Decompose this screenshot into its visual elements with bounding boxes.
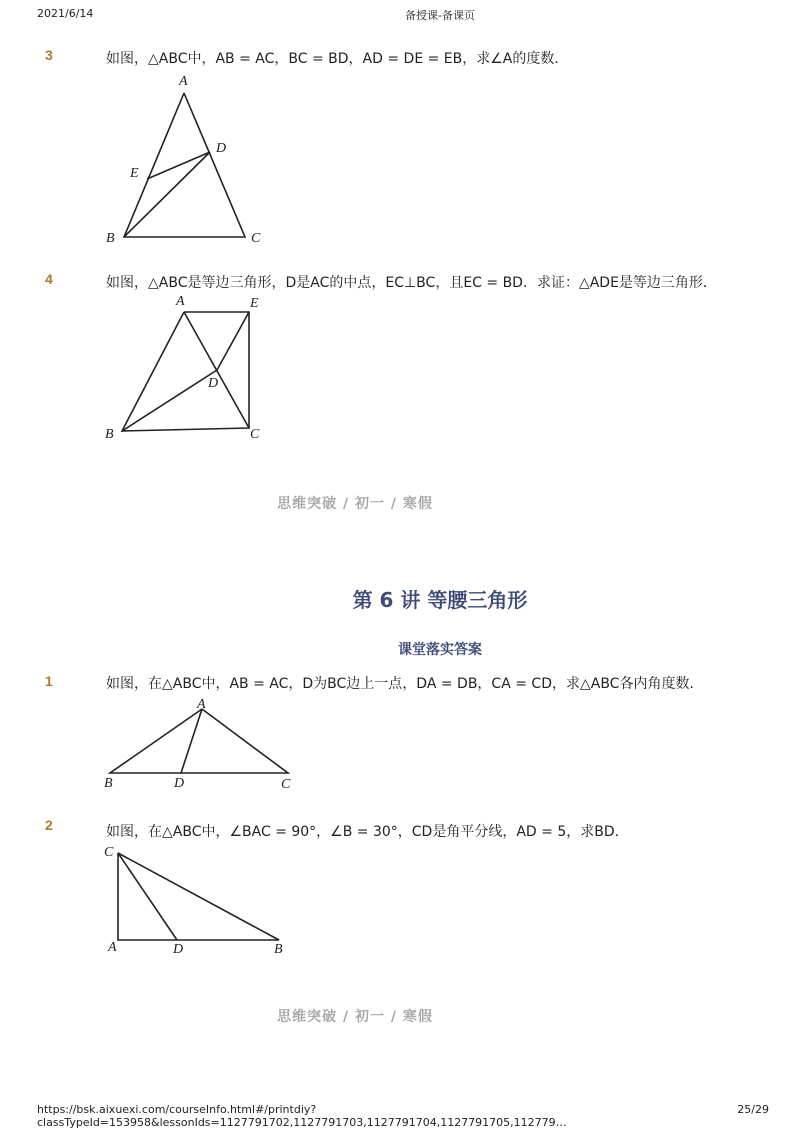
label-b: B	[274, 942, 283, 957]
lecture-title: 第 6 讲 等腰三角形	[352, 588, 528, 612]
figure-b2	[100, 840, 300, 955]
brand-footer: 思维突破 / 初一 / 寒假	[277, 1009, 433, 1025]
page-number: 25/29	[737, 1103, 769, 1116]
print-url: https://bsk.aixuexi.com/courseInfo.html#/printdiy?classTypeId=153958&lessonIds=1127791702,1127791703,1127791704,1127791705,112779…	[37, 1103, 567, 1129]
question-text: 如图，△ABC中，AB = AC，BC = BD，AD = DE = EB，求∠A的度数．	[106, 51, 569, 67]
question-text: 如图，在△ABC中，∠BAC = 90°，∠B = 30°，CD是角平分线，AD = 5，求BD．	[106, 824, 629, 840]
triangle-abc	[118, 853, 279, 940]
label-b: B	[105, 427, 114, 442]
label-d: D	[216, 141, 227, 156]
print-date: 2021/6/14	[37, 7, 94, 20]
question-number: 1	[45, 673, 53, 689]
question-text: 如图，在△ABC中，AB = AC，D为BC边上一点，DA = DB，CA = CD，求△ABC各内角度数．	[106, 676, 704, 692]
question-number: 3	[45, 47, 53, 63]
label-a: A	[176, 294, 185, 309]
label-c: C	[250, 427, 260, 442]
label-d: D	[208, 376, 219, 391]
quad-abce	[122, 312, 249, 431]
label-d: D	[174, 776, 185, 791]
figure-q4	[100, 295, 280, 445]
label-e: E	[130, 166, 139, 181]
label-a: A	[179, 74, 188, 89]
label-e: E	[250, 296, 259, 311]
label-a: A	[197, 697, 206, 712]
segment-bd	[124, 152, 210, 237]
segment-bd	[122, 370, 217, 431]
segment-cd	[118, 853, 177, 940]
label-c: C	[104, 845, 114, 860]
section-title: 课堂落实答案	[398, 642, 482, 658]
label-b: B	[106, 231, 115, 246]
figure-b1	[100, 696, 300, 796]
question-number: 2	[45, 817, 53, 833]
label-d: D	[173, 942, 184, 957]
label-b: B	[104, 776, 113, 791]
triangle-abc	[124, 93, 245, 237]
segment-de	[217, 312, 249, 370]
print-title: 备授课-备课页	[405, 9, 475, 22]
brand-footer: 思维突破 / 初一 / 寒假	[277, 496, 433, 512]
label-c: C	[281, 777, 291, 792]
label-a: A	[108, 940, 117, 955]
segment-de	[147, 152, 210, 179]
question-number: 4	[45, 271, 53, 287]
figure-q3	[100, 72, 270, 247]
label-c: C	[251, 231, 261, 246]
question-text: 如图，△ABC是等边三角形，D是AC的中点，EC⊥BC，且EC = BD．求证：△ADE是等边三角形．	[106, 275, 717, 291]
segment-ad	[181, 709, 202, 773]
